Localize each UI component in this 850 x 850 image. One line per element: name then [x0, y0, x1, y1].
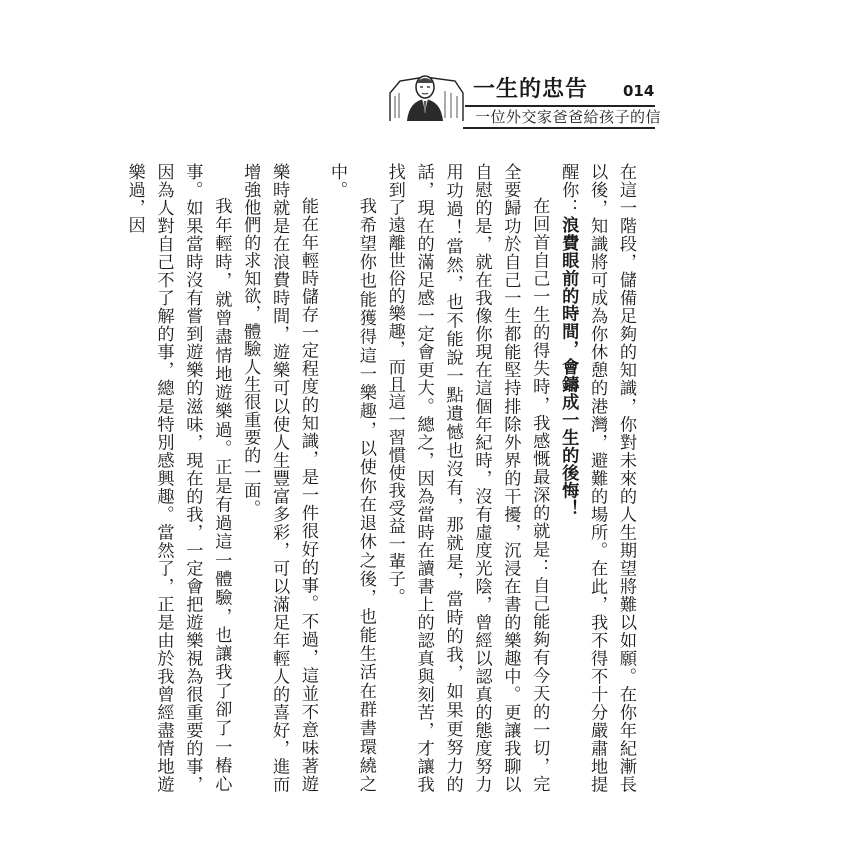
paragraph-5: 我年輕時，就曾盡情地遊樂過。正是有過這一體驗，也讓我了卻了一樁心事。如果當時沒有嘗到遊樂的滋味，現在的我，一定會把遊樂視為很重要的事，因為人對自己不了解的事，總是特別感興趣。當然了，正是由於我曾經盡情地遊樂過，因 [124, 163, 232, 793]
header-rule-top [465, 105, 655, 107]
body-text [124, 163, 640, 793]
portrait-illustration-icon [385, 63, 465, 123]
paragraph-text: 在這一階段，儲備足夠的知識，你對未來的人生期望將難以如願。在你年紀漸長以後，知識將可成為你休憩的港灣，避難的場所。在此，我不得不十分嚴肅地提醒你： [558, 163, 636, 793]
book-subtitle: 一位外交家爸爸給孩子的信 [475, 108, 662, 126]
paragraph-1 [553, 163, 640, 793]
paragraph-2: 在回首自己一生的得失時，我感慨最深的就是：自己能夠有今天的一切，完全要歸功於自己一生都能堅持排除外界的干擾，沉浸在書的樂趣中。更讓我聊以自慰的是，就在我像你現在這個年紀時，沒有虛度光陰，曾經以認真的態度努力用功過！當然，也不能說一點遺憾也沒有，那就是，當時的我，如果更努力的話，現在的滿足感一定會更大。總之，因為當時在讀書上的認真與刻苦，才讓我找到了遠離世俗的樂趣，而且這一習慣使我受益一輩子。 [384, 163, 550, 793]
paragraph-4: 能在年輕時儲存一定程度的知識，是一件很好的事。不過，這並不意味著遊樂時就是在浪費時間，遊樂可以使人生豐富多彩，可以滿足年輕人的喜好，進而增強他們的求知欲，體驗人生很重要的一面。 [240, 163, 319, 793]
emphasis-text: 浪費眼前的時間，會鑄成一生的後悔！ [558, 216, 579, 518]
paragraph-3: 我希望你也能獲得這一樂趣，以使你在退休之後，也能生活在群書環繞之中。 [326, 163, 376, 793]
header-rule-bottom [463, 127, 655, 129]
running-header [385, 55, 660, 125]
book-title: 一生的忠告 [473, 76, 589, 102]
page-number: 014 [623, 82, 655, 100]
